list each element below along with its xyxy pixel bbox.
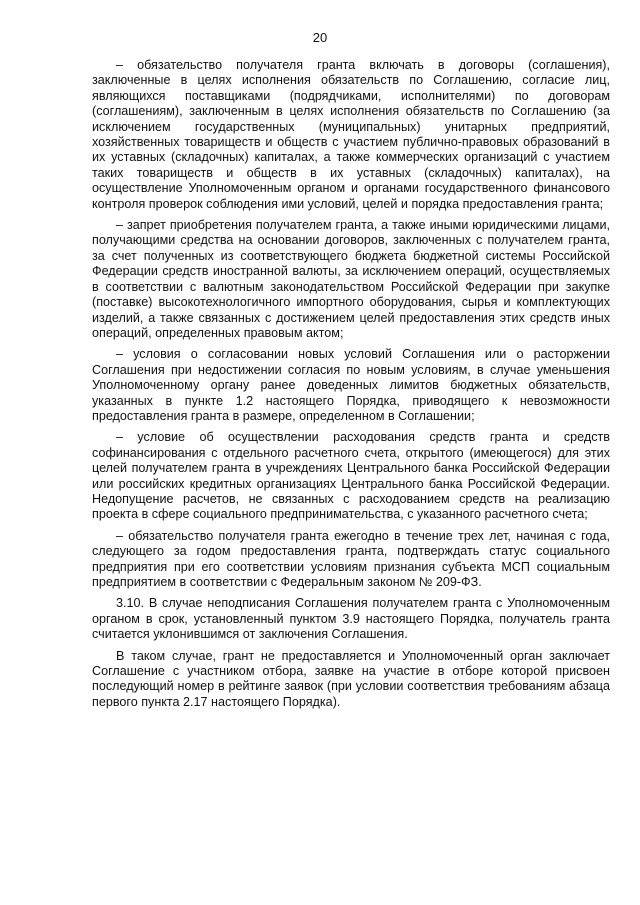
paragraph-clause-3-10: 3.10. В случае неподписания Соглашения получателем гранта с Уполномоченным органом в срок, установленный пунктом 3.9 настоящего Порядка, получатель гранта считается уклонившимся от заключения Соглашения.: [92, 596, 610, 642]
page-number: 20: [312, 30, 328, 45]
paragraph-subcontract-consent: – обязательство получателя гранта включать в договоры (соглашения), заключенные в целях исполнения обязательств по Соглашению, согласие лиц, являющихся поставщиками (подрядчиками, исполнителями) по договорам (соглашениям), заключенным в целях исполнения обязательств по Соглашению (за исключением государственных (муниципальных) унитарных предприятий, хозяйственных товариществ и обществ с участием публично-правовых образований в их уставных (складочных) капиталах, а также коммерческих организаций с участием таких товариществ и обществ в их уставных (складочных) капиталах), на осуществление Уполномоченным органом и органами государственного финансового контроля проверок соблюдения ими условий, целей и порядка предоставления гранта;: [92, 58, 610, 211]
paragraph-new-conditions: – условия о согласовании новых условий Соглашения или о расторжении Соглашения при недостижении согласия по новым условиям, в случае уменьшения Уполномоченному органу ранее доведенных лимитов бюджетных обязательств, указанных в пункте 1.2 настоящего Порядка, приводящего к невозможности предоставления гранта в размере, определенном в Соглашении;: [92, 347, 610, 423]
paragraph-currency-ban: – запрет приобретения получателем гранта, а также иными юридическими лицами, получающими средства на основании договоров, заключенных с получателем гранта, за счет полученных из соответствующего бюджета бюджетной системы Российской Федерации средств иностранной валюты, за исключением операций, осуществляемых в соответствии с валютным законодательством Российской Федерации при закупке (поставке) высокотехнологичного импортного оборудования, сырья и комплектующих изделий, а также связанных с достижением целей предоставления этих средств иных операций, определенных правовым актом;: [92, 218, 610, 340]
paragraph-next-participant: В таком случае, грант не предоставляется и Уполномоченный орган заключает Соглашение с участником отбора, заявке на участие в отборе которой присвоен последующий номер в рейтинге заявок (при условии соответствия требованиям абзаца первого пункта 2.17 настоящего Порядка).: [92, 648, 610, 709]
document-body: [92, 58, 610, 716]
paragraph-settlement-account: – условие об осуществлении расходования средств гранта и средств софинансирования с отдельного расчетного счета, открытого (имеющегося) для этих целей получателем гранта в учреждениях Центрального банка Российской Федерации или российских кредитных организациях Центрального банка Российской Федерации. Недопущение расчетов, не связанных с расходованием средств на реализацию проекта в сфере социального предпринимательства, с указанного расчетного счета;: [92, 430, 610, 522]
paragraph-social-status: – обязательство получателя гранта ежегодно в течение трех лет, начиная с года, следующего за годом предоставления гранта, подтверждать статус социального предприятия при его соответствии условиям признания субъекта МСП социальным предприятием в соответствии с Федеральным законом № 209-ФЗ.: [92, 528, 610, 589]
